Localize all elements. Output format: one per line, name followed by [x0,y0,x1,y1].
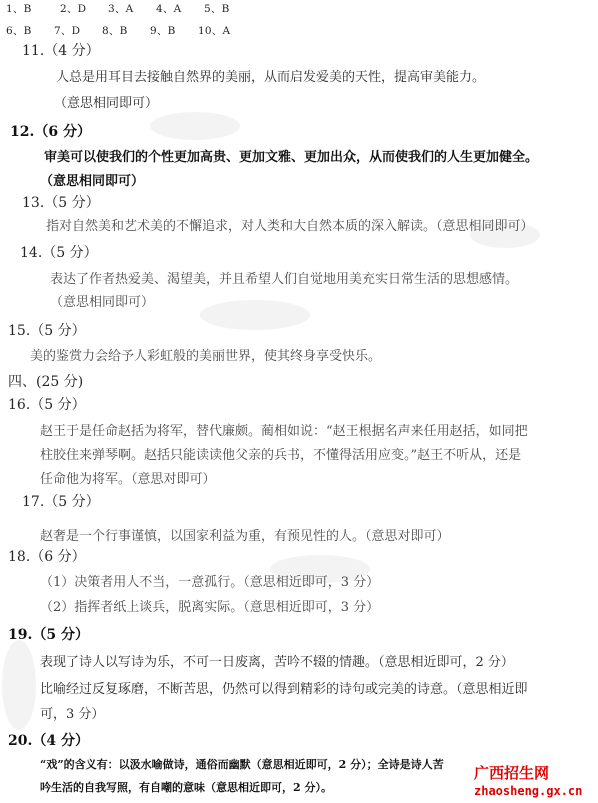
question-20-answer: “戏”的含义有：以汲水喻做诗，通俗而幽默（意思相近即可，2 分）；全诗是诗人苦 [40,758,444,771]
question-15-answer: 美的鉴赏力会给予人彩虹般的美丽世界，使其终身享受快乐。 [30,349,382,364]
question-19-answer: 比喻经过反复琢磨，不断苦思，仍然可以得到精彩的诗句或完美的诗意。（意思相近即 [40,682,528,697]
question-16-answer: 赵王于是任命赵括为将军，替代廉颇。蔺相如说：“赵王根据名声来任用赵括，如同把 [40,424,528,439]
question-18-heading: 18.（6 分） [8,549,86,565]
question-17-heading: 17.（5 分） [22,494,100,510]
question-19-answer: 表现了诗人以写诗为乐，不可一日废离，苦吟不辍的情趣。（意思相近即可，2 分） [40,655,514,670]
mc-answer: 8、B [102,25,128,37]
mc-answer: 3、A [108,3,134,15]
question-20-heading: 20.（4 分） [8,733,89,749]
question-11-answer: 人总是用耳目去接触自然界的美丽，从而启发爱美的天性，提高审美能力。 [56,70,486,85]
mc-answer: 10、A [198,25,231,37]
question-14-answer: 表达了作者热爱美、渴望美，并且希望人们自觉地用美充实日常生活的思想感情。 [50,272,519,287]
question-18-answer: （2）指挥者纸上谈兵，脱离实际。（意思相近即可，3 分） [40,600,380,615]
section-4-heading: 四、(25 分) [8,374,84,390]
question-13-answer: 指对自然美和艺术美的不懈追求，对人类和大自然本质的深入解读。（意思相同即可） [46,219,534,234]
question-18-answer: （1）决策者用人不当，一意孤行。（意思相近即可，3 分） [40,575,380,590]
question-11-heading: 11.（4 分） [22,43,100,59]
mc-answer: 4、A [156,3,182,15]
question-19-heading: 19.（5 分） [8,627,89,643]
question-13-heading: 13.（5 分） [22,195,100,211]
question-14-note: （意思相同即可） [50,295,155,310]
scan-ghost-mark [2,640,36,730]
mc-answer: 1、B [6,3,32,15]
scan-ghost-mark [200,300,310,330]
mc-answer: 7、D [54,25,81,37]
question-16-heading: 16.（5 分） [8,397,86,413]
question-12-note: （意思相同即可） [40,174,145,189]
question-14-heading: 14.（5 分） [20,245,98,261]
question-17-answer: 赵奢是一个行事谨慎，以国家利益为重，有预见性的人。（意思对即可） [40,529,450,544]
question-20-answer: 吟生活的自我写照，有自嘲的意味（意思相近即可，2 分）。 [40,781,332,794]
question-16-answer: 柱胶住来弹琴啊。赵括只能读读他父亲的兵书，不懂得活用应变。”赵王不听从，还是 [40,448,522,463]
question-12-answer: 审美可以使我们的个性更加高贵、更加文雅、更加出众，从而使我们的人生更加健全。 [44,150,539,165]
mc-answer: 2、D [60,3,87,15]
question-16-answer: 任命他为将军。（意思对即可） [40,472,216,487]
mc-answer: 9、B [150,25,176,37]
question-19-answer: 可，3 分） [40,707,105,722]
watermark-url: zhaosheng.gx.cn [474,784,583,798]
question-12-heading: 12.（6 分） [10,124,91,140]
watermark-site-name: 广西招生网 [474,764,550,782]
mc-answer: 6、B [6,25,32,37]
mc-answer: 5、B [204,3,230,15]
scan-ghost-mark [150,112,240,140]
question-11-note: （意思相同即可） [54,96,159,111]
question-15-heading: 15.（5 分） [8,323,86,339]
